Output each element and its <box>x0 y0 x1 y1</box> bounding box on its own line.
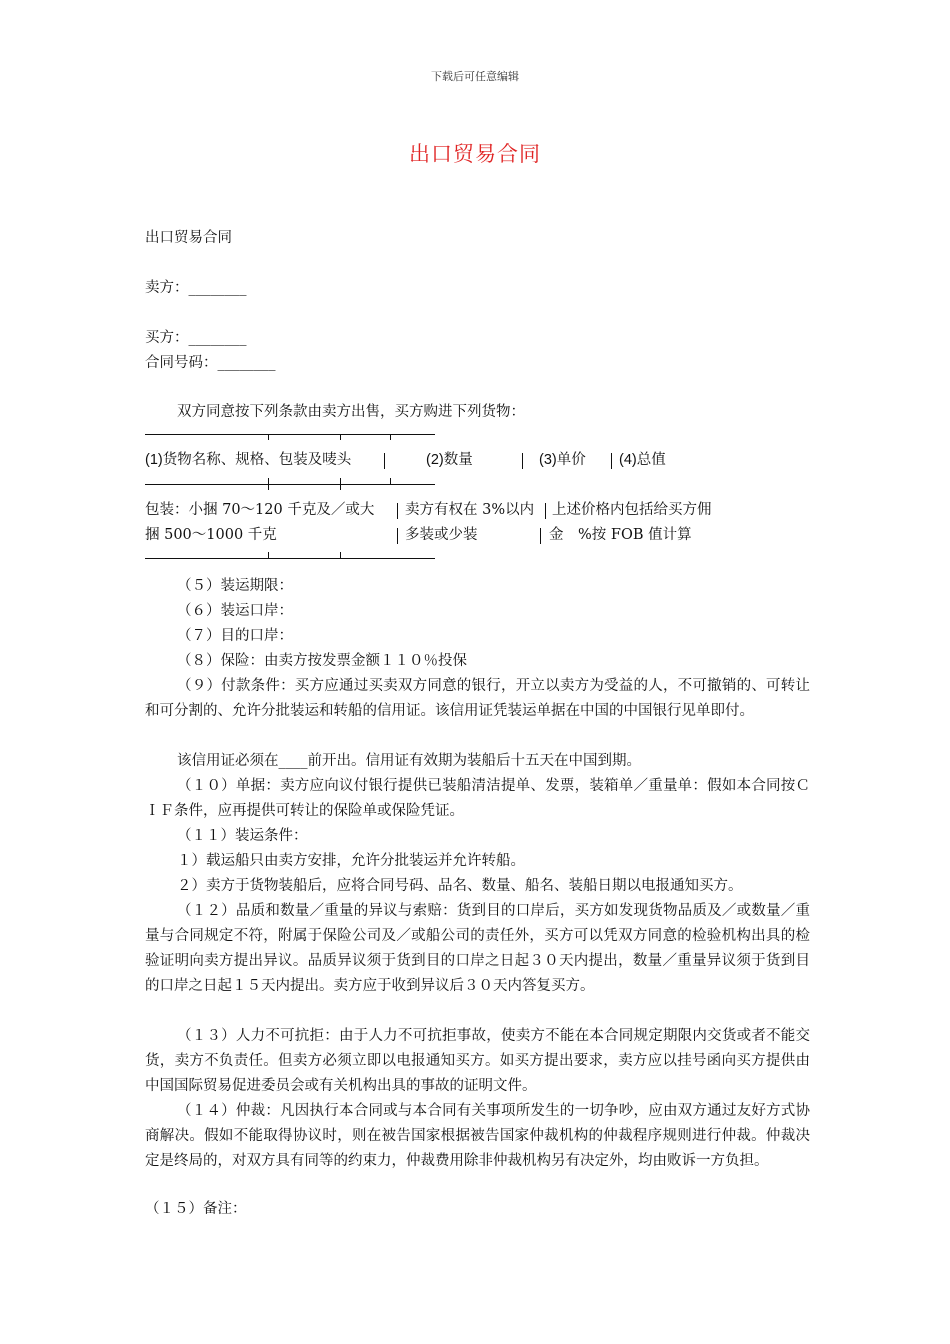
table-tick <box>268 434 269 440</box>
clause-5-shipment-time: （５）装运期限： <box>177 578 293 594</box>
clause-13-force-majeure: （１３）人力不可抗拒：由于人力不可抗拒事故，使卖方不能在本合同规定期限内交货或者不能交货，卖方不负责任。但卖方必须立即以电报通知买方。如买方提出要求，卖方应以挂号函向买方提供由中国国际贸易促进委员会或有关机构出具的事故的证明文件。 <box>145 1028 810 1094</box>
clause-11-item-1: １）载运船只由卖方安排，允许分批装运并允许转船。 <box>177 853 525 869</box>
table-divider <box>611 453 612 469</box>
clause-11-item-2: ２）卖方于货物装船后，应将合同号码、品名、数量、船名、装船日期以电报通知买方。 <box>177 878 743 894</box>
table-divider <box>545 503 546 519</box>
row2-commission: 金 %按 FOB 值计算 <box>549 527 692 543</box>
document-title: 出口贸易合同 <box>409 142 541 166</box>
clause-14-arbitration: （１４）仲裁：凡因执行本合同或与本合同有关事项所发生的一切争吵，应由双方通过友好方式协商解决。假如不能取得协议时，则在被告国家根据被告国家仲裁机构的仲裁程序规则进行仲裁。仲裁决定是终局的，对双方具有同等的约束力，仲裁费用除非仲裁机构另有决定外，均由败诉一方负担。 <box>145 1103 810 1169</box>
header-note: 下载后可任意编辑 <box>431 70 519 83</box>
table-middle-rule <box>145 484 435 485</box>
table-divider <box>384 453 385 469</box>
intro-paragraph: 双方同意按下列条款由卖方出售，买方购进下列货物： <box>177 404 525 420</box>
clause-15-remarks: （１５）备注： <box>145 1201 247 1217</box>
seller-field: 卖方：________ <box>145 280 247 296</box>
header-goods-name: (1)货物名称、规格、包装及唛头 <box>145 452 352 468</box>
row1-packing: 包装：小捆 70～120 千克及／或大 <box>145 502 375 518</box>
row1-quantity-tolerance: 卖方有权在 3%以内 <box>405 502 535 518</box>
clause-8-insurance: （８）保险：由卖方按发票金额１１０％投保 <box>177 653 467 669</box>
table-divider <box>522 453 523 469</box>
clause-7-destination-port: （７）目的口岸： <box>177 628 293 644</box>
clause-10-documents: （１０）单据：卖方应向议付银行提供已装船清洁提单、发票，装箱单／重量单：假如本合同按ＣＩＦ条件，应再提供可转让的保险单或保险凭证。 <box>145 778 810 819</box>
header-unit-price: (3)单价 <box>539 452 586 468</box>
row1-commission: 上述价格内包括给买方佣 <box>552 502 712 518</box>
clause-6-loading-port: （６）装运口岸： <box>177 603 293 619</box>
table-tick <box>268 552 269 558</box>
contract-number-field: 合同号码：________ <box>145 355 276 371</box>
header-total-value: (4)总值 <box>619 452 666 468</box>
table-tick <box>390 434 391 440</box>
row2-packing: 捆 500～1000 千克 <box>145 527 277 543</box>
clause-9-payment: （９）付款条件：买方应通过买卖双方同意的银行，开立以卖方为受益的人，不可撤销的、可转让和可分割的、允许分批装运和转船的信用证。该信用证凭装运单据在中国的中国银行见单即付。 <box>145 678 810 719</box>
clause-11-shipping-terms: （１１）装运条件： <box>177 828 308 844</box>
table-divider <box>397 528 398 544</box>
clause-9-credit-validity: 该信用证必须在____前开出。信用证有效期为装船后十五天在中国到期。 <box>177 753 641 769</box>
header-quantity: (2)数量 <box>426 452 473 468</box>
contract-subtitle: 出口贸易合同 <box>145 230 232 246</box>
table-tick <box>340 434 341 440</box>
table-divider <box>397 503 398 519</box>
row2-quantity-tolerance: 多装或少装 <box>405 527 478 543</box>
table-cross <box>268 478 269 490</box>
table-divider <box>540 528 541 544</box>
buyer-field: 买方：________ <box>145 330 247 346</box>
table-tick <box>340 552 341 558</box>
table-bottom-rule <box>145 558 435 559</box>
table-top-rule <box>145 434 435 435</box>
clause-12-claims: （１２）品质和数量／重量的异议与索赔：货到目的口岸后，买方如发现货物品质及／或数量／重量与合同规定不符，附属于保险公司及／或船公司的责任外，买方可以凭双方同意的检验机构出具的检验证明向卖方提出异议。品质异议须于货到目的口岸之日起３０天内提出，数量／重量异议须于货到目的口岸之日起１５天内提出。卖方应于收到异议后３０天内答复买方。 <box>145 903 810 994</box>
table-cross <box>340 478 341 490</box>
table-tick <box>390 478 391 484</box>
